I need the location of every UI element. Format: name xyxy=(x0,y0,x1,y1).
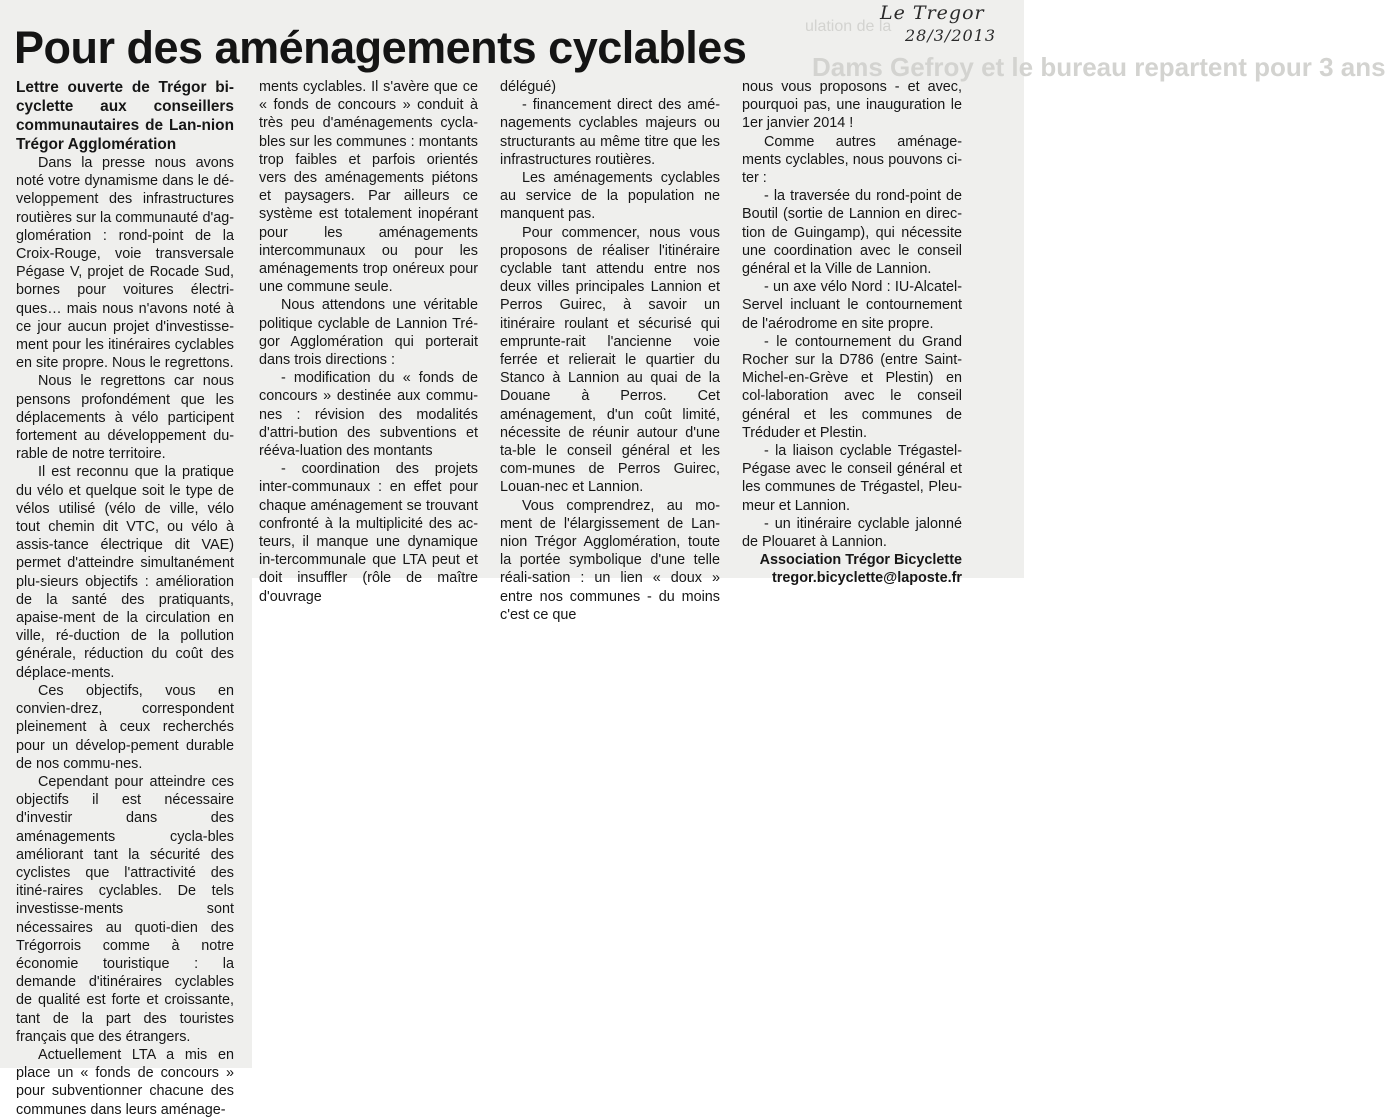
paragraph: Pour commencer, nous vous proposons de réaliser l'itinéraire cyclable tant attendu entre nos deux villes principales Lannion et Perros Guirec, à savoir un itinéraire roulant et sécurisé qui emprunte-rait l'ancienne voie ferrée et relierait le quartier du Stanco à Lannion au quai de la Douane à Perros. Cet aménagement, d'un coût limité, nécessite de réunir autour d'une ta-ble le conseil général et les com-munes de Perros Guirec, Louan-nec et Lannion. xyxy=(500,224,720,496)
bleed-through-headline: Dams Gefroy et le bureau repartent pour 3 ans xyxy=(812,52,1386,82)
paragraph: - coordination des projets inter-communaux : en effet pour chaque aménagement se trouvant confronté à la multiplicité des ac-teurs, il manque une dynamique in-tercommunale que LTA peut et doit insuffler (rôle de maître d'ouvrage xyxy=(259,461,478,605)
article-column-3 xyxy=(500,78,720,624)
article-column-1 xyxy=(16,78,234,1119)
paragraph: nous vous proposons - et avec, pourquoi pas, une inauguration le 1er janvier 2014 ! xyxy=(742,79,962,132)
paragraph: Nous le regrettons car nous pensons profondément que les déplacements à vélo participent fortement au développement du-rable de notre territoire. xyxy=(16,373,234,463)
paragraph: Comme autres aménage-ments cyclables, nous pouvons ci-ter : xyxy=(742,133,962,187)
paragraph: Nous attendons une véritable politique cyclable de Lannion Tré-gor Agglomération qui porterait dans trois directions : xyxy=(259,297,478,369)
paragraph: - la liaison cyclable Trégastel-Pégase avec le conseil général et les communes de Trégastel, Pleu-meur et Lannion. xyxy=(742,443,962,514)
paragraph: - la traversée du rond-point de Boutil (sortie de Lannion en direc-tion de Guingamp), qui nécessite une coordination avec le conseil général et la Ville de Lannion. xyxy=(742,188,962,278)
paragraph: Les aménagements cyclables au service de la population ne manquent pas. xyxy=(500,170,720,223)
paragraph: - financement direct des amé-nagements cyclables majeurs ou structurants au même titre que les infrastructures routières. xyxy=(500,97,720,168)
signature-email: tregor.bicyclette@laposte.fr xyxy=(772,570,962,587)
paragraph: - modification du « fonds de concours » destinée aux commu-nes : révision des modalités d'attri-bution des subventions et rééva-luation des montants xyxy=(259,370,478,460)
paragraph: délégué) xyxy=(500,79,557,95)
article-column-4 xyxy=(742,78,962,588)
article-column-2 xyxy=(259,78,478,606)
signature-name: Association Trégor Bicyclette xyxy=(759,552,962,569)
handwritten-paper-name: Le Tregor xyxy=(880,2,985,24)
paragraph: Dans la presse nous avons noté votre dynamisme dans le dé-veloppement des infrastructures routières sur la communauté d'ag-glomération : rond-point de la Croix-Rouge, voie transversale Pégase V, projet de Rocade Sud, bornes pour voitures électri-ques… mais nous n'avons noté à ce jour aucun projet d'investisse-ment pour les itinéraires cyclables en site propre. Nous le regrettons. xyxy=(16,155,234,372)
paragraph: Il est reconnu que la pratique du vélo et quelque soit le type de vélos utilisé (vélo de ville, vélo tout chemin dit VTC, ou vélo à assis-tance électrique dit VAE) permet d'atteindre simultanément plu-sieurs objectifs : amélioration de la santé des pratiquants, apaise-ment de la circulation en ville, ré-duction de la pollution générale, réduction du coût des déplace-ments. xyxy=(16,464,234,681)
handwritten-date: 28/3/2013 xyxy=(905,26,997,45)
paragraph: Actuellement LTA a mis en place un « fonds de concours » pour subventionner chacune des communes dans leurs aménage- xyxy=(16,1046,234,1118)
paragraph: ments cyclables. Il s'avère que ce « fonds de concours » conduit à très peu d'aménagements cycla-bles sur les communes : montants trop faibles et parfois orientés vers des aménagements piétons et paysagers. Par ailleurs ce système est totalement inopérant pour les aménagements intercommunaux ou pour les aménagements trop onéreux pour une commune seule. xyxy=(259,79,478,296)
paragraph: - un axe vélo Nord : IU-Alcatel-Servel incluant le contournement de l'aérodrome en site propre. xyxy=(742,279,962,332)
paragraph: Cependant pour atteindre ces objectifs il est nécessaire d'investir dans des aménagements cycla-bles améliorant tant la sécurité des cyclistes que l'attractivité des itiné-raires cyclables. De tels investisse-ments sont nécessaires au quoti-dien des Trégorrois comme à notre économie touristique : la demande d'itinéraires cyclables de qualité est forte et croissante, tant de la part des touristes français que des étrangers. xyxy=(16,773,234,1045)
paragraph: - un itinéraire cyclable jalonné de Plouaret à Lannion. xyxy=(742,515,962,551)
article-headline: Pour des aménagements cyclables xyxy=(14,22,747,73)
paragraph: - le contournement du Grand Rocher sur la D786 (entre Saint-Michel-en-Grève et Plestin) en col-laboration avec le conseil général et les communes de Tréduder et Plestin. xyxy=(742,333,962,441)
paragraph: Ces objectifs, vous en convien-drez, correspondent pleinement à ceux recherchés pour un dévelop-pement durable de nos commu-nes. xyxy=(16,682,234,772)
article-intro: Lettre ouverte de Trégor bi-cyclette aux conseillers communautaires de Lan-nion Trégor Agglomération xyxy=(16,79,234,153)
bleed-through-text: ulation de la xyxy=(805,18,892,35)
paragraph: Vous comprendrez, au mo-ment de l'élargissement de Lan-nion Trégor Agglomération, toute la portée symbolique d'une telle réali-sation : un lien « doux » entre nos communes - du moins c'est ce que xyxy=(500,497,720,623)
